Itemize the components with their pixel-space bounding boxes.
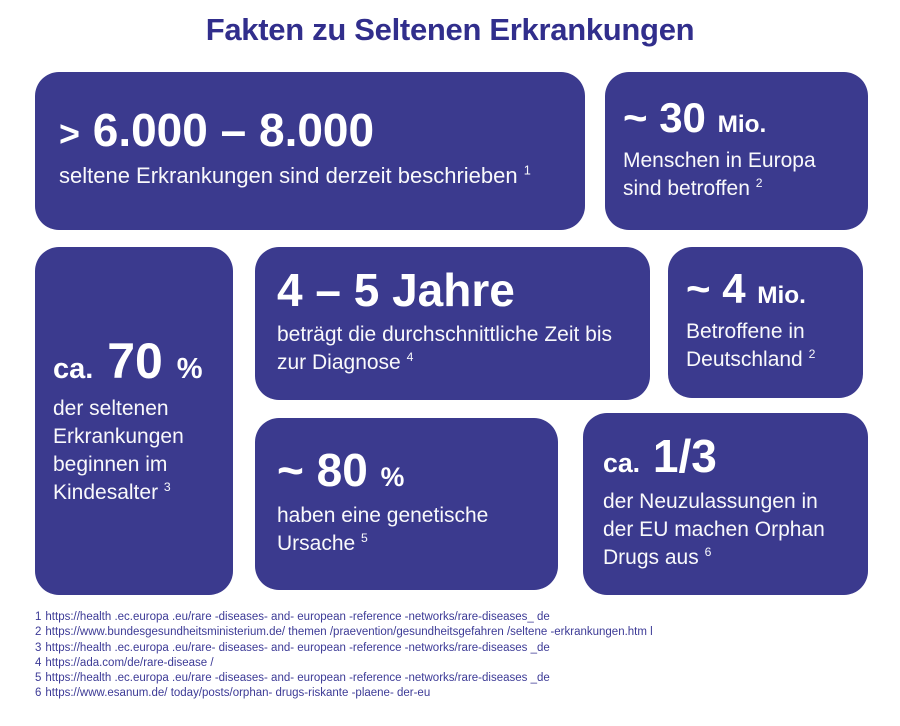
stat-description (53, 395, 219, 507)
stat-description-text: seltene Erkrankungen sind derzeit beschrieben (59, 163, 518, 189)
stat-description-text: haben eine genetische Ursache (277, 503, 489, 555)
stat-card-genetic-cause (255, 418, 558, 590)
footnote-ref: 3 (163, 479, 171, 494)
stat-card-childhood-onset (35, 247, 233, 595)
stat-value-childhood-onset (53, 335, 219, 388)
footnote-url: https://health .ec.europa .eu/rare- diseases- and- european -reference -networks/rare-diseases _de (45, 641, 550, 654)
stat-description (277, 502, 542, 558)
stat-value-genetic-cause (277, 444, 542, 497)
stat-number: 6.000 – 8.000 (92, 103, 375, 156)
stat-number: 4 – 5 Jahre (277, 263, 515, 316)
stat-number: ~ 80 (277, 444, 368, 497)
footnote-line-4 (35, 656, 875, 671)
stat-description (277, 321, 632, 377)
stat-card-diagnosis-time (255, 247, 650, 400)
footnote-line-6 (35, 686, 875, 701)
greater-than-sign: > (59, 113, 80, 154)
stat-unit: Mio. (717, 110, 767, 138)
stat-description-text: Betroffene in Deutschland (686, 320, 805, 372)
footnote-number: 6 (35, 687, 42, 700)
stat-qualifier: ca. (53, 353, 94, 386)
stat-value-europe-affected (623, 93, 852, 141)
stat-number: 1/3 (652, 430, 717, 483)
stat-unit: % (380, 462, 405, 493)
stat-qualifier: ca. (603, 448, 641, 479)
stat-value-described-diseases (59, 103, 561, 156)
footnote-line-3 (35, 641, 875, 656)
footnote-ref: 4 (406, 350, 414, 365)
footnote-url: https://health .ec.europa .eu/rare -diseases- and- european -reference -networks/rare-diseases_ de (45, 611, 550, 623)
stat-value-germany-affected (686, 267, 851, 311)
stat-card-orphan-drugs (583, 413, 868, 595)
stat-description (603, 488, 852, 572)
footnote-number: 5 (35, 672, 42, 685)
footnote-url: https://www.bundesgesundheitsministerium.de/ themen /praevention/gesundheitsgefahren /seltene -erkrankungen.htm l (45, 626, 653, 639)
stat-unit: Mio. (757, 282, 806, 310)
footnote-ref: 6 (704, 544, 712, 559)
footnote-ref: 2 (808, 347, 816, 362)
stat-number: ~ 4 (686, 265, 746, 313)
stat-value-diagnosis-time (277, 263, 632, 316)
stat-card-germany-affected (668, 247, 863, 398)
footnote-line-1 (35, 610, 875, 625)
stat-description-text: Menschen in Europa sind betroffen (623, 148, 816, 200)
page-title: Fakten zu Seltenen Erkrankungen (205, 12, 695, 47)
footnote-ref: 5 (361, 530, 368, 545)
footnote-line-5 (35, 671, 875, 686)
stat-description (686, 318, 851, 374)
stat-description-text: der seltenen Erkrankungen beginnen im Kindesalter (53, 396, 184, 504)
stat-number: 70 (107, 333, 163, 390)
footnote-url: https://health .ec.europa .eu/rare -diseases- and- european -reference -networks/rare-diseases _de (45, 672, 550, 685)
footnote-line-2 (35, 625, 875, 640)
footnote-url: https://www.esanum.de/ today/posts/orphan- drugs-riskante -plaene- der-eu (45, 687, 431, 700)
footnote-number: 2 (35, 626, 42, 639)
footnote-ref: 2 (755, 175, 763, 190)
stat-number: ~ 30 (623, 93, 706, 141)
footnote-number: 1 (35, 611, 42, 623)
stat-value-orphan-drugs (603, 430, 852, 483)
footnote-number: 4 (35, 656, 42, 669)
stat-card-europe-affected (605, 72, 868, 230)
stat-description (623, 147, 852, 203)
footnote-number: 3 (35, 641, 42, 654)
stat-description-text: der Neuzulassungen in der EU machen Orphan Drugs aus (603, 489, 825, 569)
stat-card-described-diseases (35, 72, 585, 230)
source-list (35, 610, 875, 702)
footnote-ref: 1 (523, 162, 531, 178)
stat-description (59, 161, 561, 190)
stat-description-text: beträgt die durchschnittliche Zeit bis zur Diagnose (277, 323, 613, 375)
footnote-url: https://ada.com/de/rare-disease / (45, 656, 214, 669)
stat-unit: % (176, 353, 203, 386)
